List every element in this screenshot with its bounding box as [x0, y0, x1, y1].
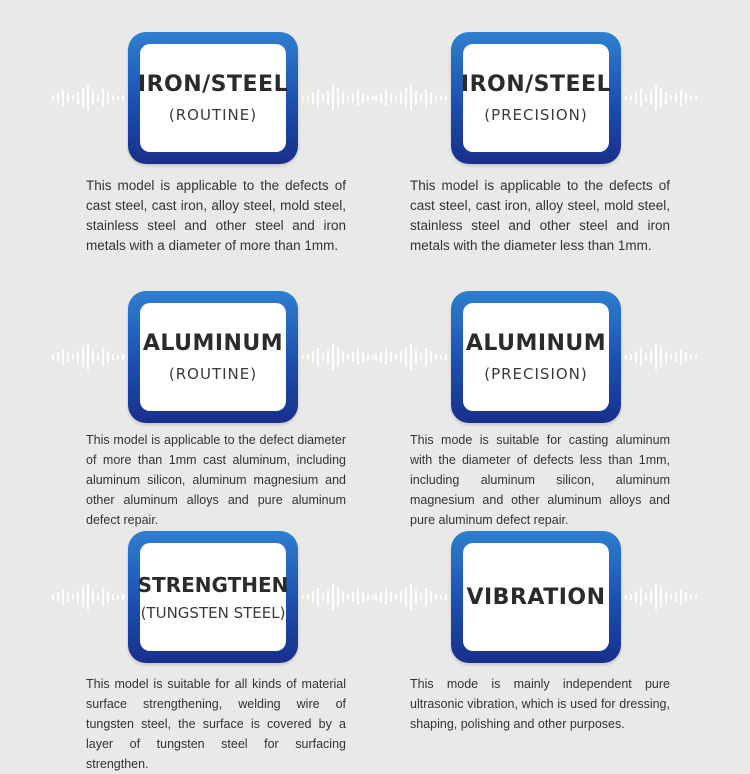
- wave-bar: [625, 96, 627, 100]
- wave-bar: [87, 584, 89, 610]
- wave-bar: [327, 91, 329, 105]
- wave-bar: [327, 350, 329, 364]
- wave-bar: [650, 590, 652, 604]
- wave-bar: [655, 85, 657, 111]
- wave-bar: [337, 587, 339, 607]
- wave-bar: [82, 347, 84, 367]
- wave-bar: [102, 89, 104, 107]
- wave-bar: [675, 592, 677, 602]
- wave-bar: [82, 88, 84, 108]
- wave-bar: [62, 589, 64, 605]
- wave-bar: [302, 595, 304, 599]
- wave-bar: [332, 85, 334, 111]
- wave-bar: [665, 591, 667, 603]
- wave-bar: [690, 354, 692, 360]
- wave-bar: [675, 352, 677, 362]
- wave-bar: [690, 594, 692, 600]
- wave-bar: [420, 353, 422, 361]
- wave-bar: [307, 95, 309, 101]
- wave-bar: [645, 593, 647, 601]
- mode-description: This mode is mainly independent pure ultrasonic vibration, which is used for dressing, shaping, polishing and other purposes.: [410, 677, 670, 731]
- wave-bar: [362, 592, 364, 602]
- wave-bar: [347, 95, 349, 101]
- wave-bar: [420, 593, 422, 601]
- wave-bar: [97, 593, 99, 601]
- wave-bar: [680, 349, 682, 365]
- mode-subtitle: (ROUTINE): [168, 106, 258, 124]
- mode-badge: [451, 291, 621, 423]
- mode-description: This model is suitable for all kinds of material surface strengthening, welding wire of tungsten steel, the surface is covered by a layer of tungsten steel for surfacing strengthen.: [86, 677, 346, 771]
- wave-bar: [640, 89, 642, 107]
- wave-bar: [690, 95, 692, 101]
- wave-bar: [400, 591, 402, 603]
- wave-bar: [375, 95, 377, 101]
- wave-bar: [92, 350, 94, 364]
- wave-bar: [395, 354, 397, 360]
- wave-bar: [380, 93, 382, 103]
- wave-bar: [435, 95, 437, 101]
- mode-badge: [128, 531, 298, 663]
- wave-bar: [107, 92, 109, 104]
- wave-bar: [112, 95, 114, 101]
- wave-bar: [372, 355, 374, 359]
- wave-bar: [685, 592, 687, 602]
- wave-bar: [317, 348, 319, 366]
- wave-bar: [87, 344, 89, 370]
- wave-bar: [375, 354, 377, 360]
- wave-bar: [357, 349, 359, 365]
- wave-bar: [97, 353, 99, 361]
- wave-bar: [62, 349, 64, 365]
- mode-badge: [451, 531, 621, 663]
- wave-bar: [117, 96, 119, 100]
- wave-bar: [342, 92, 344, 104]
- wave-bar: [630, 354, 632, 360]
- wave-bar: [680, 589, 682, 605]
- wave-bar: [385, 90, 387, 106]
- wave-bar: [112, 594, 114, 600]
- mode-badge: [128, 291, 298, 423]
- wave-bar: [435, 594, 437, 600]
- wave-bar: [660, 587, 662, 607]
- wave-bar: [332, 344, 334, 370]
- mode-badge: [128, 32, 298, 164]
- mode-subtitle: (TUNGSTEN STEEL): [140, 603, 286, 622]
- wave-bar: [372, 96, 374, 100]
- wave-bar: [347, 354, 349, 360]
- wave-bar: [77, 92, 79, 104]
- wave-bar: [352, 352, 354, 362]
- wave-bar: [665, 351, 667, 363]
- wave-bar: [445, 354, 447, 360]
- wave-bar: [385, 349, 387, 365]
- wave-bar: [380, 592, 382, 602]
- wave-bar: [357, 90, 359, 106]
- wave-bar: [107, 351, 109, 363]
- wave-bar: [425, 89, 427, 107]
- wave-bar: [87, 85, 89, 111]
- wave-bar: [625, 595, 627, 599]
- wave-bar: [122, 594, 124, 600]
- wave-bar: [52, 594, 54, 600]
- wave-bar: [695, 355, 697, 359]
- wave-bar: [400, 351, 402, 363]
- wave-bar: [410, 85, 412, 111]
- wave-bar: [415, 350, 417, 364]
- wave-bar: [92, 590, 94, 604]
- wave-bar: [367, 594, 369, 600]
- wave-bar: [302, 355, 304, 359]
- wave-bar: [112, 354, 114, 360]
- wave-bar: [302, 96, 304, 100]
- wave-bar: [650, 350, 652, 364]
- wave-bar: [680, 90, 682, 106]
- wave-bar: [445, 95, 447, 101]
- mode-badge: [451, 32, 621, 164]
- wave-bar: [630, 95, 632, 101]
- wave-bar: [640, 348, 642, 366]
- mode-subtitle: (PRECISION): [484, 365, 588, 383]
- wave-bar: [410, 584, 412, 610]
- wave-bar: [410, 344, 412, 370]
- wave-bar: [685, 93, 687, 103]
- wave-bar: [312, 351, 314, 363]
- wave-bar: [342, 351, 344, 363]
- mode-title: IRON/STEEL: [460, 72, 612, 97]
- wave-bar: [367, 95, 369, 101]
- wave-bar: [67, 352, 69, 362]
- wave-bar: [630, 594, 632, 600]
- wave-bar: [390, 93, 392, 103]
- wave-bar: [72, 95, 74, 101]
- wave-bar: [635, 92, 637, 104]
- wave-bar: [660, 88, 662, 108]
- wave-bar: [337, 347, 339, 367]
- wave-bar: [57, 592, 59, 602]
- wave-bar: [357, 589, 359, 605]
- wave-bar: [420, 94, 422, 102]
- wave-bar: [665, 92, 667, 104]
- wave-bar: [362, 352, 364, 362]
- wave-bar: [440, 595, 442, 599]
- mode-title: ALUMINUM: [142, 331, 284, 356]
- wave-bar: [322, 593, 324, 601]
- wave-bar: [322, 353, 324, 361]
- wave-bar: [415, 91, 417, 105]
- wave-bar: [445, 594, 447, 600]
- wave-bar: [660, 347, 662, 367]
- mode-description: This model is applicable to the defects of cast steel, cast iron, alloy steel, mold steel, stainless steel and other steel and iron metals with a diameter of more than 1mm.: [86, 178, 346, 253]
- wave-bar: [670, 354, 672, 360]
- wave-bar: [57, 93, 59, 103]
- wave-bar: [82, 587, 84, 607]
- wave-bar: [362, 93, 364, 103]
- wave-bar: [342, 591, 344, 603]
- wave-bar: [405, 88, 407, 108]
- wave-bar: [77, 591, 79, 603]
- wave-bar: [72, 594, 74, 600]
- wave-bar: [695, 595, 697, 599]
- wave-bar: [405, 347, 407, 367]
- wave-bar: [372, 595, 374, 599]
- wave-bar: [102, 348, 104, 366]
- wave-bar: [57, 352, 59, 362]
- wave-bar: [52, 95, 54, 101]
- wave-bar: [430, 351, 432, 363]
- wave-bar: [440, 355, 442, 359]
- wave-bar: [380, 352, 382, 362]
- wave-bar: [655, 344, 657, 370]
- wave-bar: [92, 91, 94, 105]
- mode-subtitle: (PRECISION): [484, 106, 588, 124]
- wave-bar: [367, 354, 369, 360]
- wave-bar: [122, 354, 124, 360]
- wave-bar: [375, 594, 377, 600]
- wave-bar: [435, 354, 437, 360]
- wave-bar: [685, 352, 687, 362]
- wave-bar: [307, 594, 309, 600]
- wave-bar: [107, 591, 109, 603]
- wave-bar: [425, 588, 427, 606]
- wave-bar: [430, 591, 432, 603]
- wave-bar: [67, 93, 69, 103]
- wave-bar: [122, 95, 124, 101]
- wave-bar: [337, 88, 339, 108]
- wave-bar: [405, 587, 407, 607]
- wave-bar: [440, 96, 442, 100]
- wave-bar: [322, 94, 324, 102]
- wave-bar: [312, 92, 314, 104]
- wave-bar: [327, 590, 329, 604]
- wave-bar: [390, 592, 392, 602]
- wave-bar: [395, 594, 397, 600]
- mode-description: This mode is suitable for casting aluminum with the diameter of defects less than 1mm, including aluminum silicon, aluminum magnesium and other aluminum alloys and pure aluminum defect repair.: [410, 433, 670, 527]
- wave-bar: [645, 353, 647, 361]
- wave-bar: [655, 584, 657, 610]
- wave-bar: [415, 590, 417, 604]
- mode-subtitle: (ROUTINE): [168, 365, 258, 383]
- wave-bar: [635, 351, 637, 363]
- mode-title: STRENGTHEN: [137, 572, 289, 597]
- wave-bar: [625, 355, 627, 359]
- wave-bar: [72, 354, 74, 360]
- wave-bar: [670, 95, 672, 101]
- mode-title: ALUMINUM: [465, 331, 607, 356]
- wave-bar: [390, 352, 392, 362]
- wave-bar: [385, 589, 387, 605]
- wave-bar: [675, 93, 677, 103]
- wave-bar: [62, 90, 64, 106]
- wave-bar: [670, 594, 672, 600]
- wave-bar: [640, 588, 642, 606]
- wave-bar: [400, 92, 402, 104]
- wave-bar: [425, 348, 427, 366]
- wave-bar: [307, 354, 309, 360]
- wave-bar: [695, 96, 697, 100]
- wave-bar: [332, 584, 334, 610]
- wave-bar: [352, 93, 354, 103]
- wave-bar: [347, 594, 349, 600]
- wave-bar: [117, 355, 119, 359]
- wave-bar: [117, 595, 119, 599]
- mode-description: This model is applicable to the defect diameter of more than 1mm cast aluminum, including aluminum silicon, aluminum magnesium and other aluminum alloys and pure aluminum defect repair.: [86, 433, 346, 527]
- wave-bar: [395, 95, 397, 101]
- wave-bar: [430, 92, 432, 104]
- wave-bar: [67, 592, 69, 602]
- wave-bar: [312, 591, 314, 603]
- mode-title: IRON/STEEL: [137, 72, 289, 97]
- wave-bar: [650, 91, 652, 105]
- wave-bar: [317, 588, 319, 606]
- wave-bar: [102, 588, 104, 606]
- wave-bar: [77, 351, 79, 363]
- wave-bar: [52, 354, 54, 360]
- wave-bar: [317, 89, 319, 107]
- wave-bar: [645, 94, 647, 102]
- mode-description: This model is applicable to the defects of cast steel, cast iron, alloy steel, mold steel, stainless steel and other steel and iron metals with the diameter less than 1mm.: [410, 178, 670, 253]
- wave-bar: [635, 591, 637, 603]
- wave-bar: [97, 94, 99, 102]
- wave-bar: [352, 592, 354, 602]
- mode-title: VIBRATION: [466, 584, 606, 610]
